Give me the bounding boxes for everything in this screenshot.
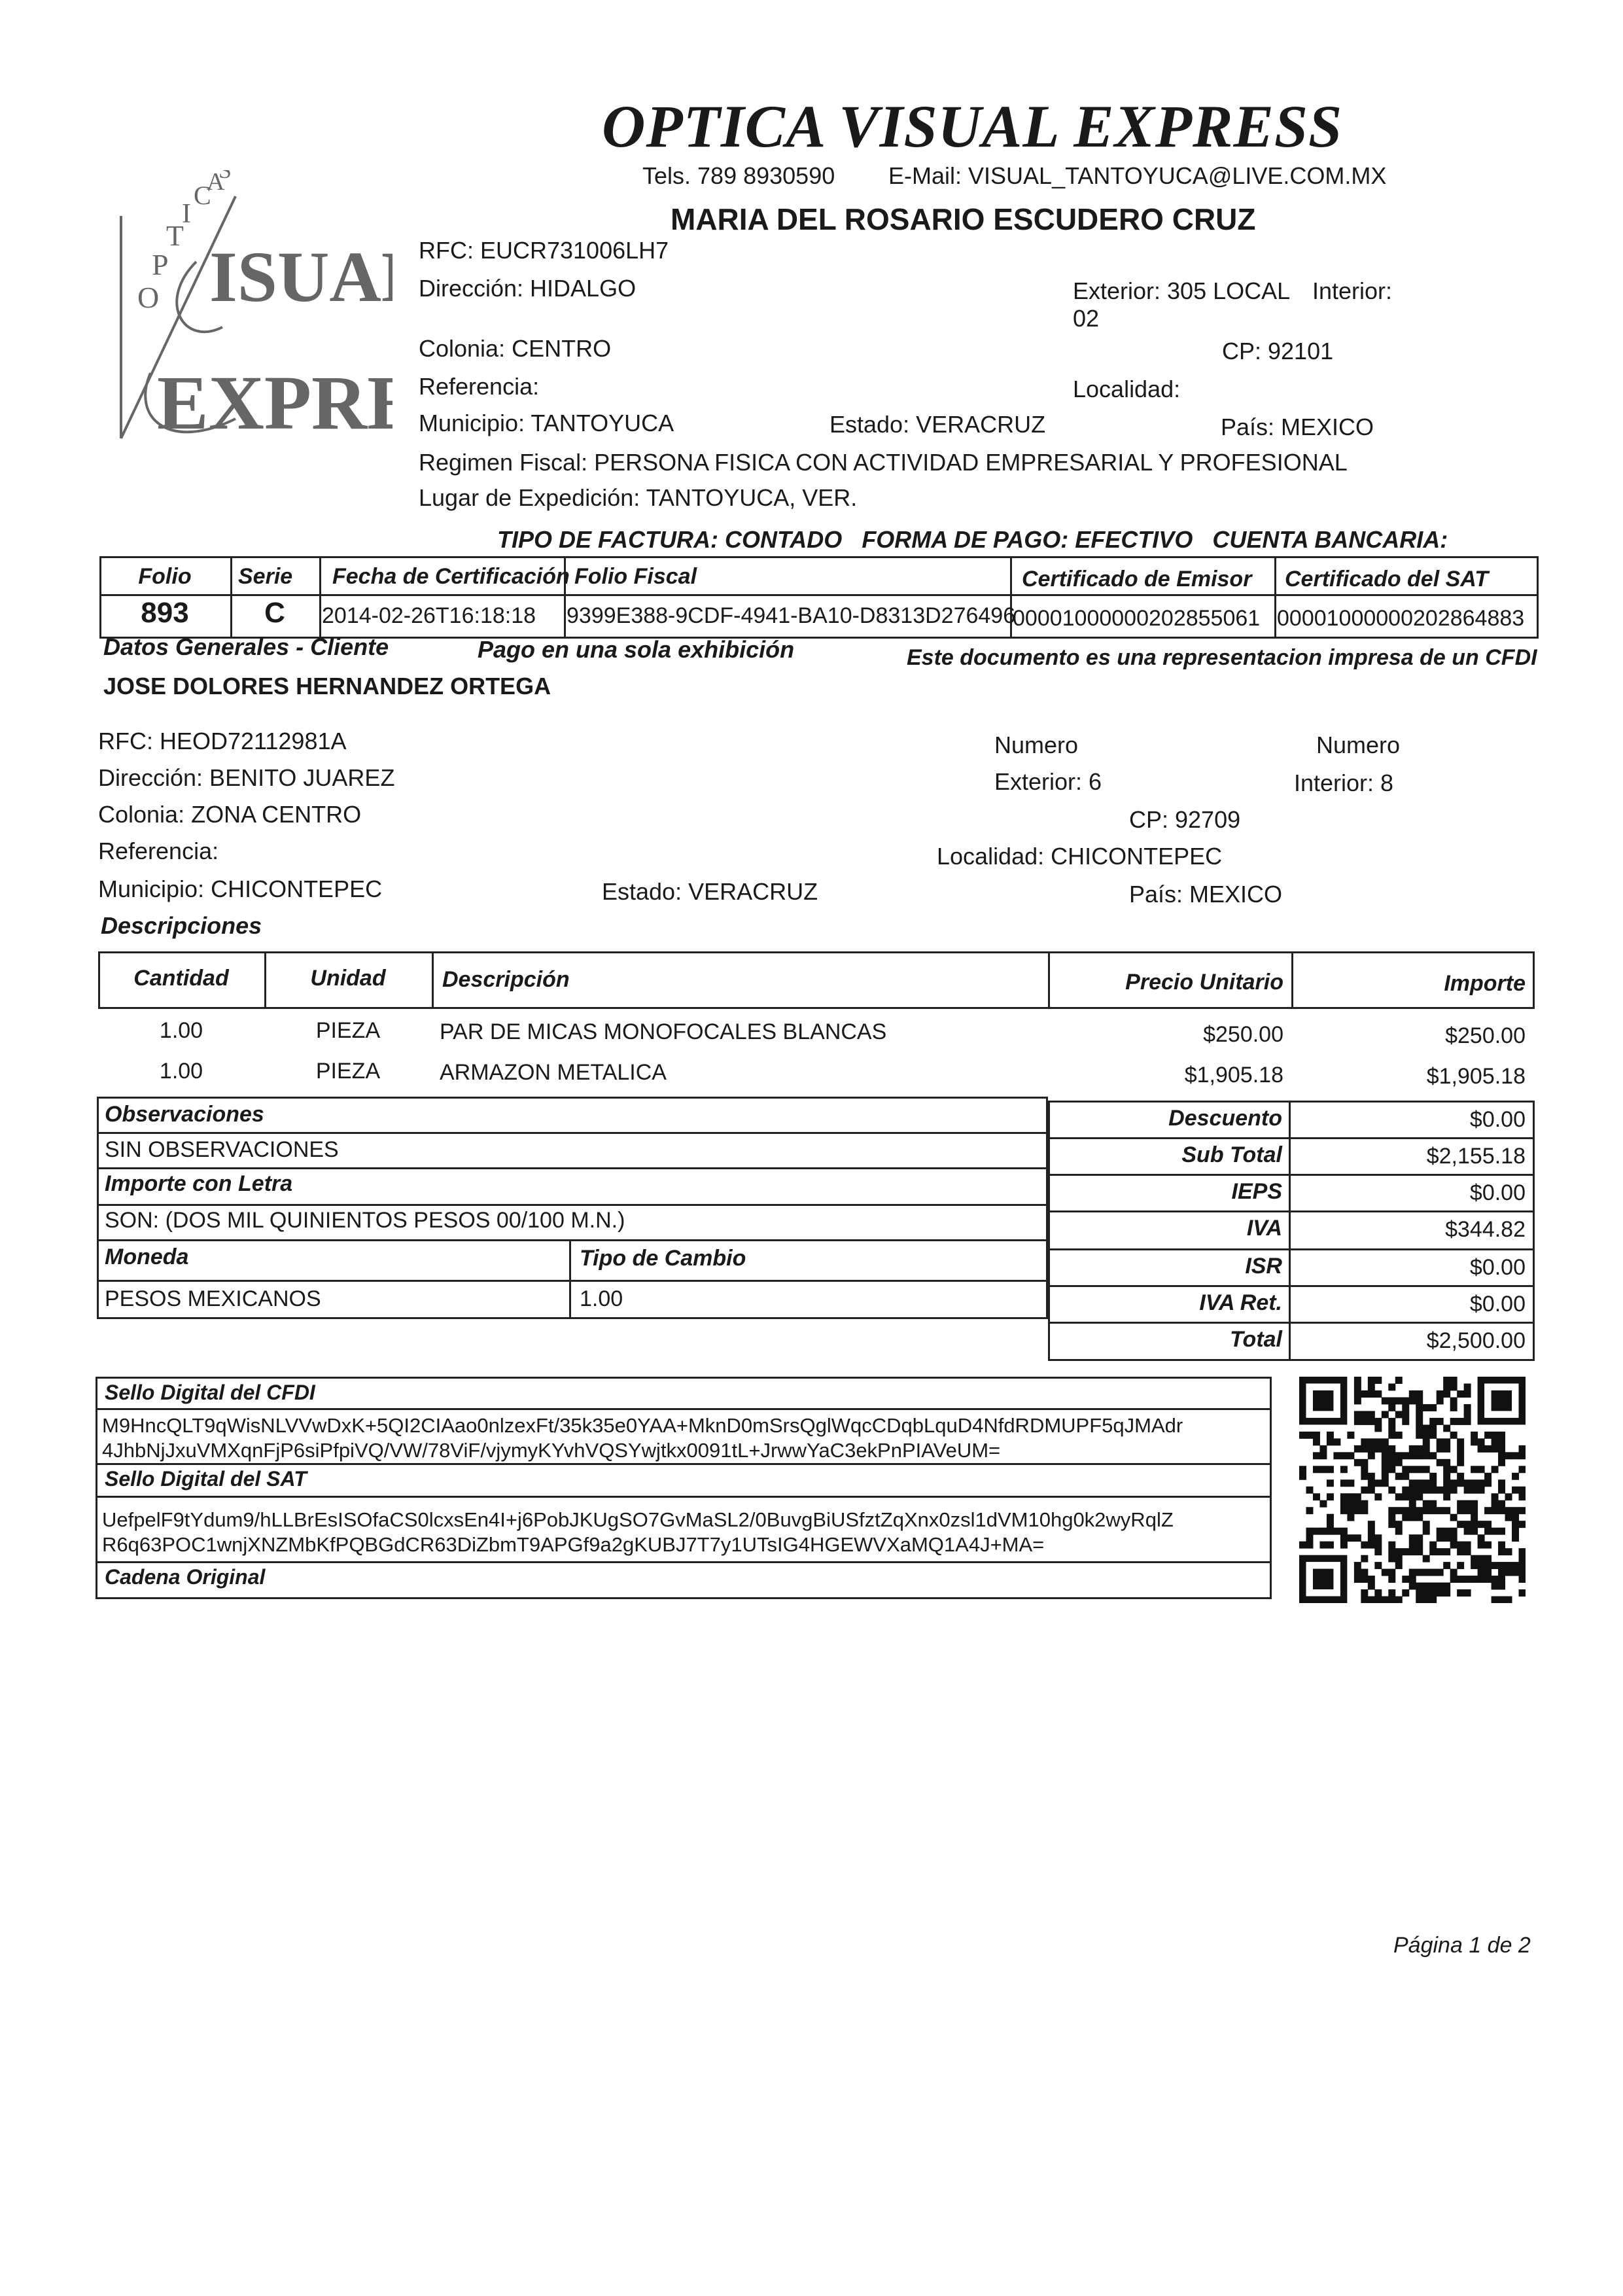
issuer-municipio: Municipio: TANTOYUCA	[419, 410, 674, 436]
issuer-lugar: Lugar de Expedición: TANTOYUCA, VER.	[419, 484, 858, 511]
cert-serie-value: C	[264, 597, 285, 629]
cadena-original-label: Cadena Original	[105, 1565, 266, 1589]
svg-text:P: P	[152, 248, 169, 281]
total-value: $0.00	[1469, 1180, 1526, 1205]
tipo-cambio-label: Tipo de Cambio	[580, 1246, 746, 1271]
total-value: $0.00	[1469, 1107, 1526, 1132]
cert-sat-value: 00001000000202864883	[1277, 606, 1525, 631]
issuer-cp: CP: 92101	[1222, 338, 1334, 364]
client-referencia: Referencia:	[98, 838, 219, 864]
item-unidad: PIEZA	[315, 1018, 381, 1043]
logo-graphic	[111, 170, 393, 451]
cert-header-sat: Certificado del SAT	[1285, 567, 1489, 592]
issuer-localidad: Localidad:	[1073, 376, 1181, 402]
page-number: Página 1 de 2	[1393, 1933, 1531, 1958]
client-localidad: Localidad: CHICONTEPEC	[937, 843, 1223, 870]
client-section-title: Datos Generales - Cliente	[103, 633, 389, 660]
cert-header-serie: Serie	[238, 564, 293, 589]
items-header-descripcion: Descripción	[442, 967, 570, 992]
item-precio: $1,905.18	[1184, 1063, 1283, 1087]
issuer-regimen: Regimen Fiscal: PERSONA FISICA CON ACTIVIDAD EMPRESARIAL Y PROFESIONAL	[419, 449, 1348, 476]
issuer-interior-label: Interior:	[1312, 277, 1393, 304]
moneda-value: PESOS MEXICANOS	[105, 1286, 321, 1311]
total-value: $344.82	[1445, 1217, 1526, 1242]
svg-text:S: S	[218, 170, 232, 183]
total-value: $2,155.18	[1426, 1144, 1526, 1169]
item-importe: $1,905.18	[1426, 1064, 1526, 1089]
client-estado: Estado: VERACRUZ	[602, 878, 818, 905]
observations-label: Observaciones	[105, 1102, 264, 1127]
sello-cfdi-label: Sello Digital del CFDI	[105, 1381, 315, 1404]
cfdi-note: Este documento es una representacion impresa de un CFDI	[907, 645, 1537, 670]
observations-value: SIN OBSERVACIONES	[105, 1137, 339, 1162]
issuer-rfc: RFC: EUCR731006LH7	[419, 237, 669, 264]
total-label: IVA	[1246, 1216, 1282, 1241]
sello-sat-label: Sello Digital del SAT	[105, 1467, 307, 1491]
issuer-interior-value: 02	[1073, 305, 1100, 332]
email-label: E-Mail: VISUAL_TANTOYUCA@LIVE.COM.MX	[888, 162, 1387, 189]
item-cantidad: 1.00	[159, 1018, 203, 1043]
tipo-cambio-value: 1.00	[580, 1286, 623, 1311]
svg-text:A: A	[207, 170, 225, 196]
svg-text:I: I	[182, 199, 191, 229]
item-importe: $250.00	[1445, 1023, 1526, 1048]
client-rfc: RFC: HEOD72112981A	[98, 728, 347, 754]
total-label: Total	[1230, 1327, 1282, 1352]
descriptions-title: Descripciones	[101, 912, 262, 939]
cert-header-folio-fiscal: Folio Fiscal	[574, 564, 697, 589]
item-cantidad: 1.00	[159, 1059, 203, 1084]
cert-header-emisor: Certificado de Emisor	[1022, 567, 1252, 592]
client-pais: País: MEXICO	[1129, 881, 1283, 908]
phone-label: Tels. 789 8930590	[642, 162, 835, 189]
company-title: OPTICA VISUAL EXPRESS	[602, 93, 1343, 160]
items-header-importe: Importe	[1444, 971, 1526, 996]
total-value: $0.00	[1469, 1292, 1526, 1316]
total-label: ISR	[1245, 1254, 1282, 1279]
payment-note: Pago en una sola exhibición	[478, 636, 795, 663]
client-numero-label-1: Numero	[994, 732, 1079, 758]
qr-code	[1299, 1377, 1526, 1603]
cert-header-fecha: Fecha de Certificación	[332, 564, 570, 589]
total-value: $2,500.00	[1426, 1328, 1526, 1353]
sello-sat-line-1: UefpelF9tYdum9/hLLBrEsISOfaCS0lcxsEn4I+j6PobJKUgSO7GvMaSL2/0BuvgBiUSfztZqXnx0zsl1dVM10hg0k2wyRqlZ	[102, 1508, 1174, 1531]
sello-cfdi-line-2: 4JhbNjJxuVMXqnFjP6siPfpiVQ/VW/78ViF/vjymyKYvhVQSYwjtkx0091tL+JrwwYaC3ekPnPIAVeUM=	[102, 1439, 1001, 1462]
items-header-unidad: Unidad	[310, 966, 386, 991]
svg-text:ISUAL: ISUA	[209, 237, 381, 317]
importe-letra-value: SON: (DOS MIL QUINIENTOS PESOS 00/100 M.N.)	[105, 1208, 625, 1233]
moneda-label: Moneda	[105, 1245, 189, 1269]
cert-fecha-value: 2014-02-26T16:18:18	[322, 603, 536, 628]
item-descripcion: ARMAZON METALICA	[440, 1060, 667, 1085]
issuer-direccion: Dirección: HIDALGO	[419, 275, 637, 302]
client-numero-label-2: Numero	[1316, 732, 1401, 758]
client-cp: CP: 92709	[1129, 806, 1241, 833]
issuer-referencia: Referencia:	[419, 373, 540, 400]
client-name: JOSE DOLORES HERNANDEZ ORTEGA	[103, 673, 551, 699]
client-interior: Interior: 8	[1294, 769, 1394, 796]
importe-letra-label: Importe con Letra	[105, 1171, 293, 1196]
sello-cfdi-line-1: M9HncQLT9qWisNLVVwDxK+5QI2CIAao0nlzexFt/35k35e0YAA+MknD0mSrsQglWqcCDqbLquD4NfdRDMUPF5qJMAdr	[102, 1414, 1183, 1437]
total-value: $0.00	[1469, 1255, 1526, 1280]
svg-text:T: T	[166, 220, 184, 252]
item-precio: $250.00	[1203, 1022, 1283, 1047]
issuer-exterior: Exterior: 305 LOCAL	[1073, 277, 1291, 304]
qr-code-graphic	[1299, 1377, 1526, 1603]
sello-sat-line-2: R6q63POC1wnjXNZMbKfPQBGdCR63DiZbmT9APGf9a2gKUBJ7T7y1UTsIG4HGEWVXaMQ1A4J+MA=	[102, 1533, 1045, 1556]
logo-letter-o: O	[137, 281, 160, 314]
company-logo	[111, 170, 393, 451]
cert-header-folio: Folio	[138, 564, 192, 589]
invoice-type-line: TIPO DE FACTURA: CONTADO FORMA DE PAGO: EFECTIVO CUENTA BANCARIA:	[497, 526, 1448, 553]
items-header-precio: Precio Unitario	[1125, 970, 1283, 995]
total-label: IVA Ret.	[1199, 1290, 1282, 1315]
owner-name: MARIA DEL ROSARIO ESCUDERO CRUZ	[671, 202, 1256, 236]
issuer-pais: País: MEXICO	[1221, 414, 1374, 440]
items-header-cantidad: Cantidad	[133, 966, 229, 991]
client-exterior: Exterior: 6	[994, 768, 1102, 795]
issuer-estado: Estado: VERACRUZ	[829, 411, 1046, 438]
svg-text:C: C	[194, 181, 211, 210]
total-label: Sub Total	[1181, 1142, 1282, 1167]
item-descripcion: PAR DE MICAS MONOFOCALES BLANCAS	[440, 1019, 887, 1044]
item-unidad: PIEZA	[315, 1059, 381, 1084]
total-label: IEPS	[1231, 1179, 1282, 1204]
svg-text:EXPRESS: EXPR	[157, 360, 368, 446]
cert-folio-fiscal-value: 9399E388-9CDF-4941-BA10-D8313D276496	[567, 603, 1016, 628]
cert-emisor-value: 00001000000202855061	[1013, 606, 1261, 631]
cert-folio-value: 893	[141, 597, 189, 629]
total-label: Descuento	[1168, 1106, 1282, 1131]
client-municipio: Municipio: CHICONTEPEC	[98, 875, 383, 902]
client-direccion: Dirección: BENITO JUAREZ	[98, 764, 395, 791]
issuer-colonia: Colonia: CENTRO	[419, 335, 612, 362]
client-colonia: Colonia: ZONA CENTRO	[98, 801, 362, 828]
